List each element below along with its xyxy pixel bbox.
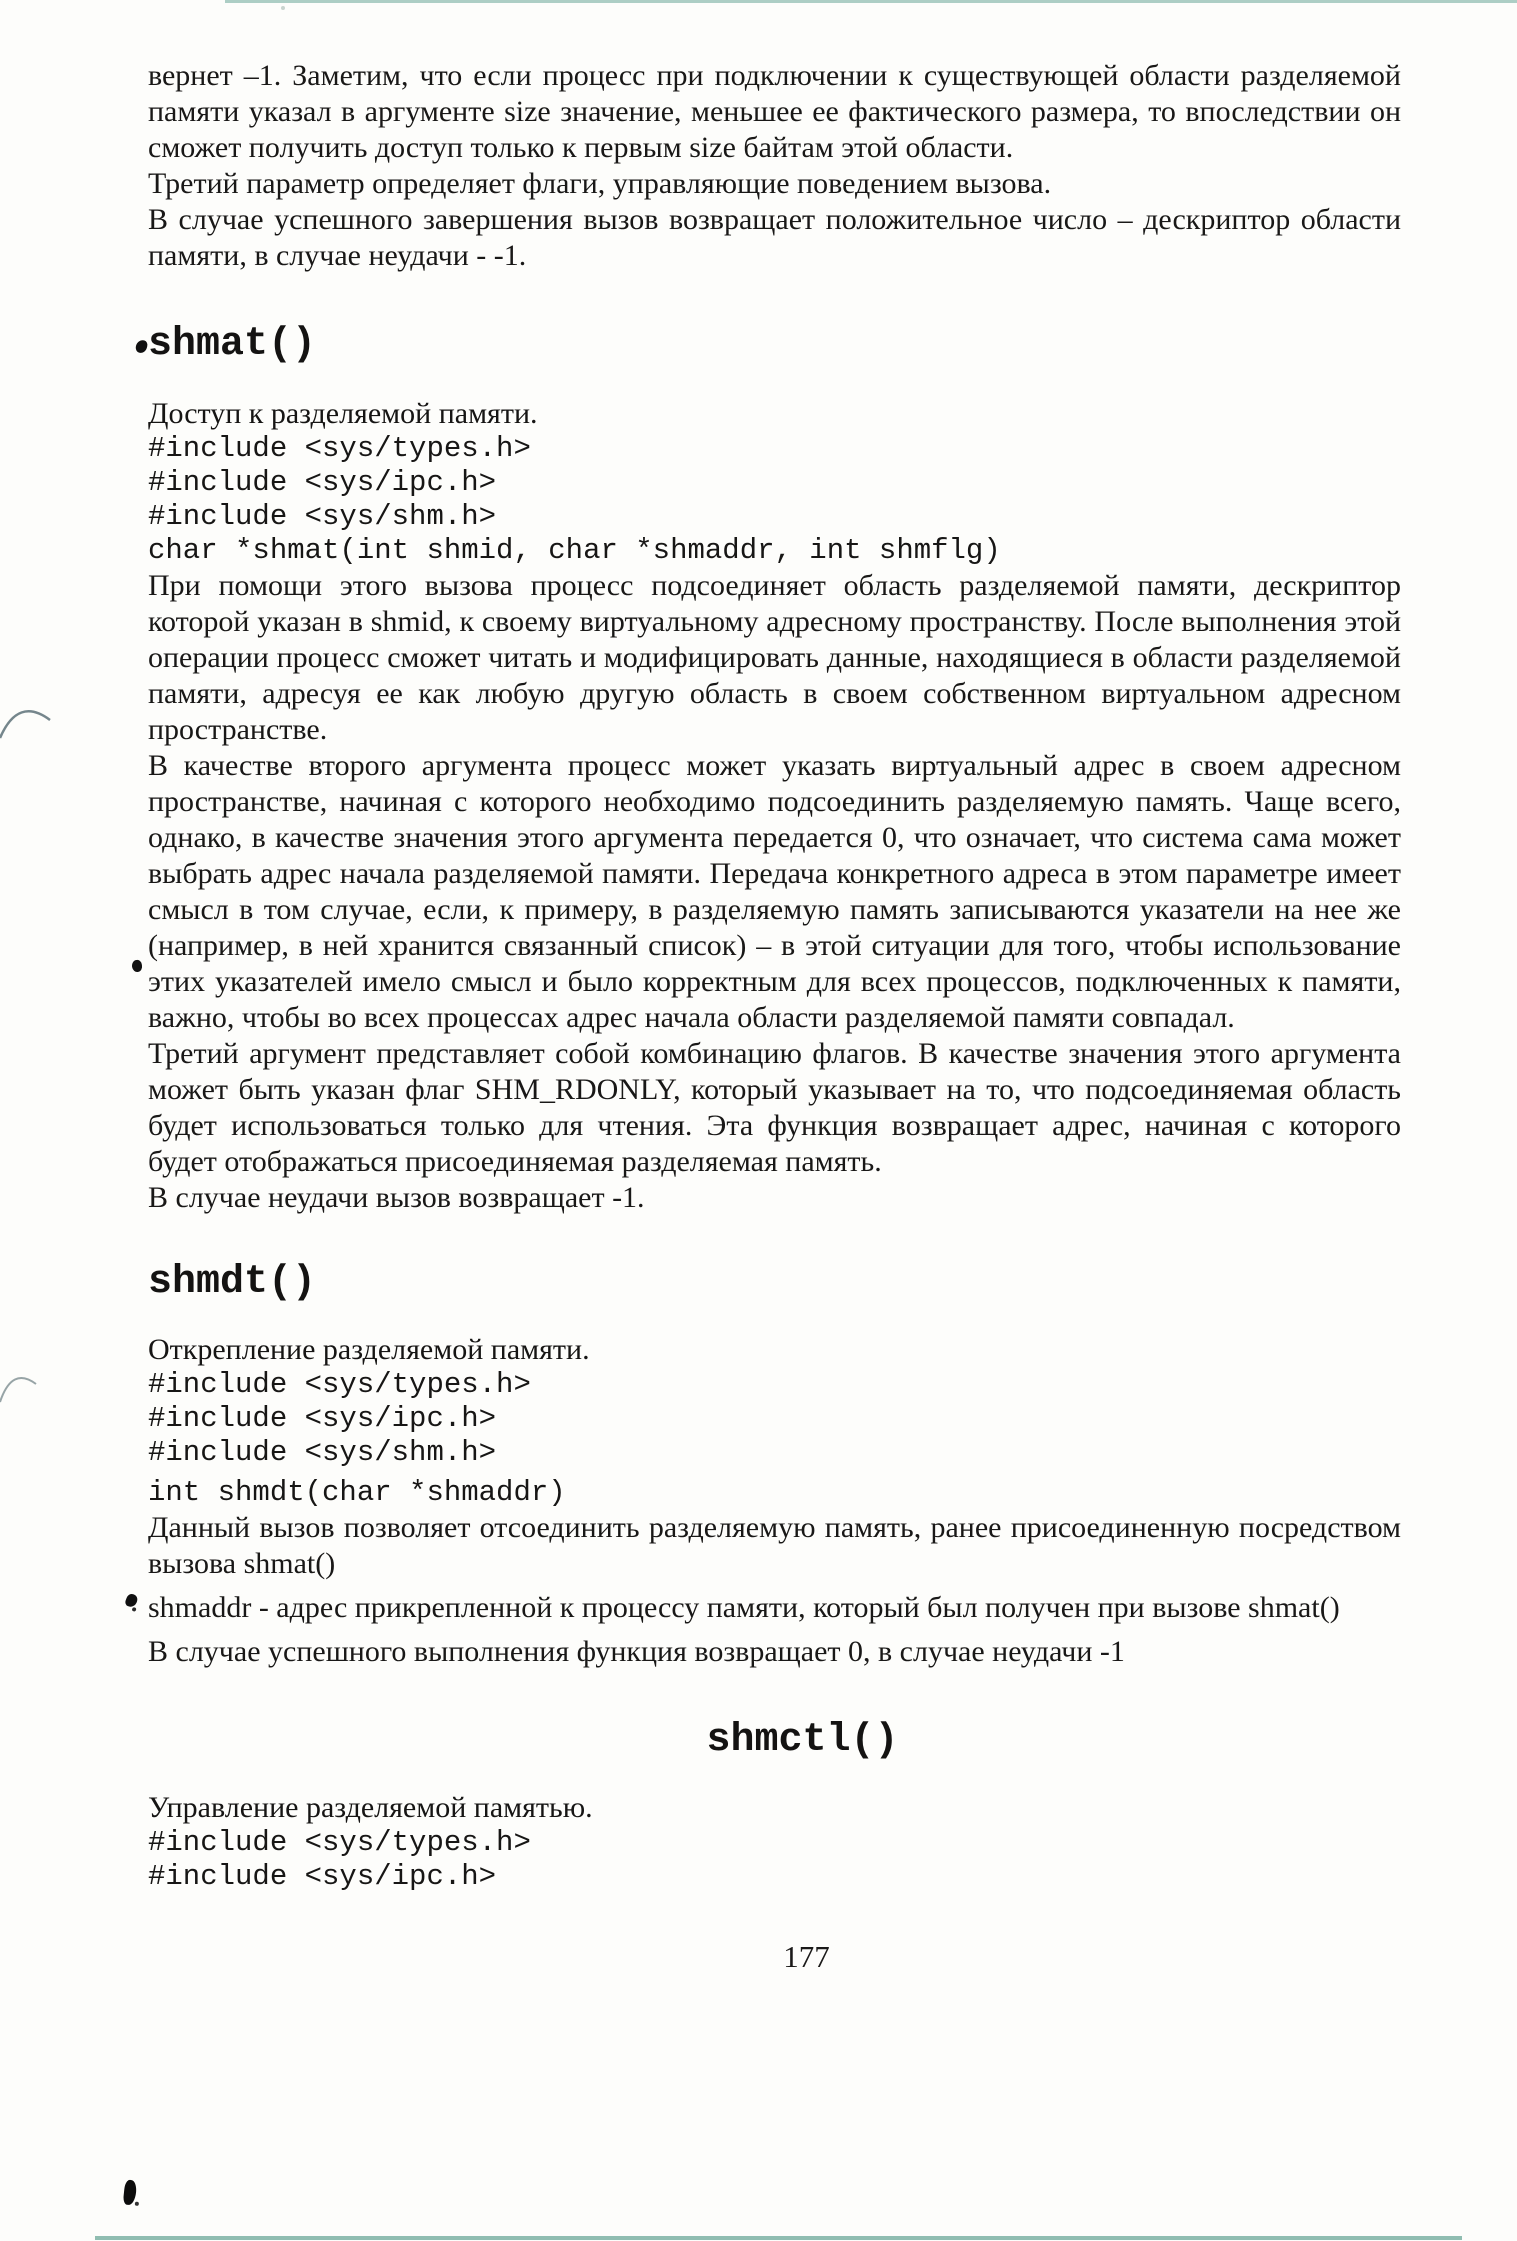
include-line: #include <sys/shm.h>: [148, 500, 497, 533]
body-paragraph: В случае неудачи вызов возвращает -1.: [148, 1181, 645, 1214]
function-heading-shmctl: shmctl(): [706, 1718, 899, 1763]
include-line: #include <sys/ipc.h>: [148, 1860, 497, 1893]
body-paragraph: В случае успешного выполнения функция возвращает 0, в случае неудачи -1: [148, 1635, 1125, 1668]
section-shmctl: [148, 1720, 1401, 1894]
include-line: #include <sys/ipc.h>: [148, 466, 497, 499]
function-signature: char *shmat(int shmid, char *shmaddr, int shmflg): [148, 534, 1001, 567]
include-line: #include <sys/ipc.h>: [148, 1402, 497, 1435]
section-description: Доступ к разделяемой памяти.: [148, 397, 538, 430]
section-description: Открепление разделяемой памяти.: [148, 1333, 590, 1366]
body-paragraph: Данный вызов позволяет отсоединить разделяемую память, ранее присоединенную посредством вызова shmat(): [148, 1511, 1401, 1580]
section-shmat: [148, 324, 1401, 1216]
scan-speck: [281, 6, 285, 10]
ink-dot-mark: [131, 959, 143, 973]
intro-paragraph: Третий параметр определяет флаги, управляющие поведением вызова.: [148, 167, 1052, 200]
include-line: #include <sys/types.h>: [148, 1368, 531, 1401]
function-heading-shmat: shmat(): [148, 322, 317, 367]
intro-paragraph: В случае успешного завершения вызов возвращает положительное число – дескриптор области памяти, в случае неудачи - -1.: [148, 203, 1401, 272]
include-line: #include <sys/shm.h>: [148, 1436, 497, 1469]
function-heading-shmdt: shmdt(): [148, 1260, 317, 1305]
intro-paragraph: вернет –1. Заметим, что если процесс при подключении к существующей области разделяемой памяти указал в аргументе size значение, меньшее ее фактического размера, то впоследствии он сможет получить доступ только к первым size байтам этой области.: [148, 59, 1401, 164]
body-paragraph: В качестве второго аргумента процесс может указать виртуальный адрес в своем адресном пространстве, начиная с которого необходимо подсоединить разделяемую память. Чаще всего, однако, в качестве значения этого аргумента передается 0, что означает, что система сама может выбрать адрес начала разделяемой памяти. Передача конкретного адреса в этом параметре имеет смысл в том случае, если, к примеру, в разделяемую память записываются указатели на нее же (например, в ней хранится связанный список) – в этой ситуации для того, чтобы использование этих указателей имело смысл и было корректным для всех процессов, подключенных к памяти, важно, чтобы во всех процессах адрес начала области разделяемой памяти совпадал.: [148, 749, 1401, 1034]
function-signature: int shmdt(char *shmaddr): [148, 1476, 566, 1509]
ink-blob-mark: [123, 2179, 138, 2205]
scan-edge-line-top: [225, 0, 1517, 3]
section-description: Управление разделяемой памятью.: [148, 1791, 593, 1824]
include-line: #include <sys/types.h>: [148, 1826, 531, 1859]
code-block: [148, 1826, 1401, 1894]
text-column: [148, 58, 1401, 1975]
page-number: 177: [783, 1939, 830, 1974]
body-paragraph: При помощи этого вызова процесс подсоединяет область разделяемой памяти, дескриптор которой указан в shmid, к своему виртуальному адресному пространству. После выполнения этой операции процесс сможет читать и модифицировать данные, находящиеся в области разделяемой памяти, адресуя ее как любую другую область в своем собственном виртуальном адресном пространстве.: [148, 569, 1401, 746]
ink-dot-mark: [124, 1593, 139, 1609]
body-paragraph: Третий аргумент представляет собой комбинацию флагов. В качестве значения этого аргумента может быть указан флаг SHM_RDONLY, который указывает на то, что подсоединяемая область будет использоваться только для чтения. Эта функция возвращает адрес, начиная с которого будет отображаться присоединяемая разделяемая память.: [148, 1037, 1401, 1178]
pen-arc-mark: [0, 700, 54, 744]
code-block: [148, 432, 1401, 568]
ink-dot-mark: [135, 339, 149, 354]
body-paragraph: shmaddr - адрес прикрепленной к процессу памяти, который был получен при вызове shmat(): [148, 1591, 1340, 1624]
code-block: [148, 1368, 1401, 1510]
pen-arc-mark: [0, 1368, 40, 1408]
intro-block: [148, 58, 1401, 274]
section-shmdt: [148, 1262, 1401, 1670]
include-line: #include <sys/types.h>: [148, 432, 531, 465]
scan-edge-line-bottom: [95, 2236, 1462, 2240]
